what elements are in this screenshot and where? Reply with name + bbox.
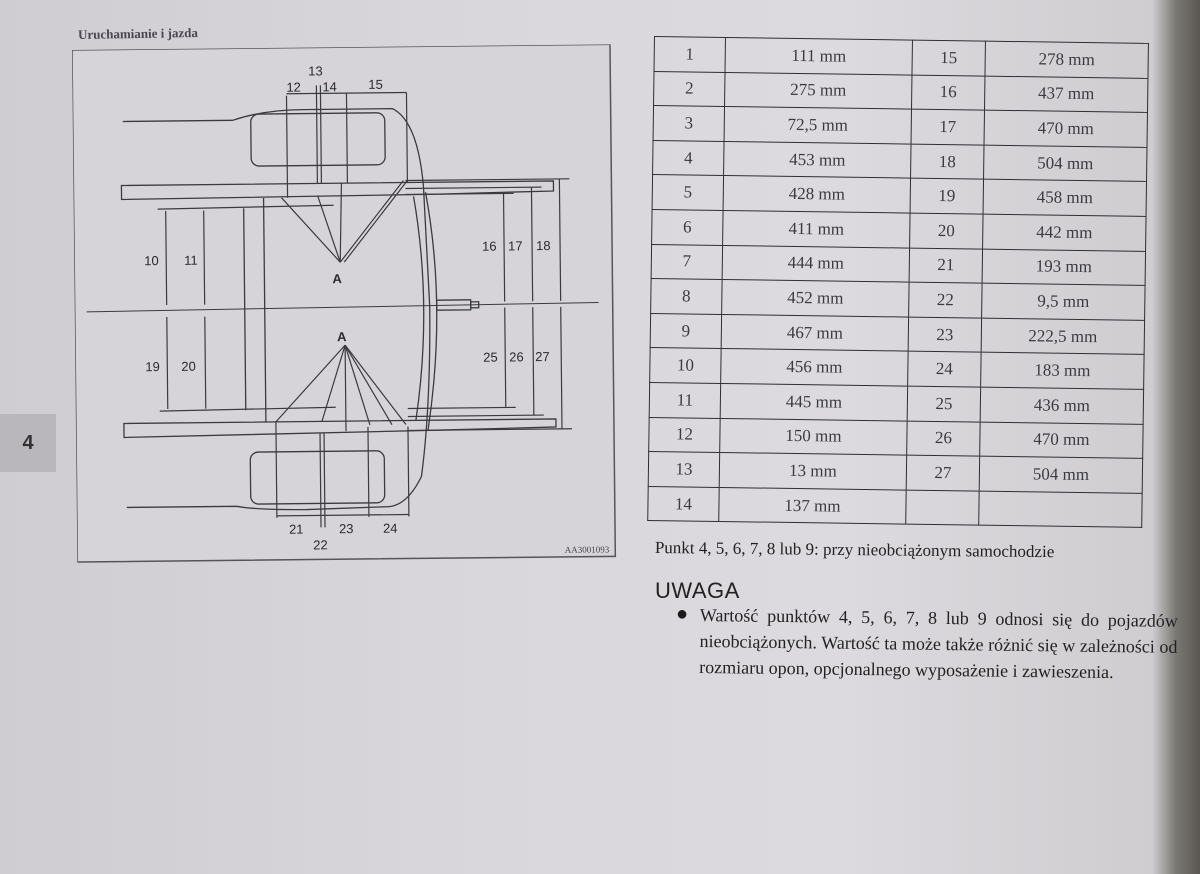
dim-number: 14 [648,486,719,522]
dim-number: 15 [912,40,985,76]
dim-number: 7 [651,244,722,280]
dim-label-22: 22 [313,537,328,553]
dim-number: 12 [649,417,720,453]
dim-value: 275 mm [725,72,912,109]
dim-value: 456 mm [721,349,908,386]
point-label-a-lower: A [336,329,347,345]
dim-number [906,490,979,526]
note-heading: UWAGA [655,578,740,603]
dim-value: 452 mm [722,280,909,317]
dim-label-12: 12 [286,79,301,95]
figure-frame [72,44,615,562]
dim-label-15: 15 [368,76,383,92]
diagram-svg [72,44,617,564]
dim-label-27: 27 [535,349,550,365]
dim-value: 470 mm [984,110,1147,147]
dim-number: 25 [907,386,980,422]
chapter-tab [0,414,56,472]
dim-value: 428 mm [723,176,910,213]
dim-value: 9,5 mm [982,283,1145,320]
dim-value: 467 mm [721,314,908,351]
dim-value: 150 mm [720,418,907,455]
dim-label-24: 24 [382,520,398,536]
dim-value: 437 mm [984,76,1147,113]
dim-number: 20 [910,213,983,249]
dimensions-table-body [648,37,1149,528]
dim-label-21: 21 [288,521,304,537]
dim-number: 3 [653,106,724,142]
dim-number: 27 [906,455,979,491]
dim-value [979,491,1142,528]
dim-value: 436 mm [980,387,1143,424]
dim-label-23: 23 [338,521,354,537]
dim-number: 4 [653,140,724,176]
dim-value: 137 mm [719,487,906,524]
bullet-icon: ● [676,603,689,625]
dim-label-14: 14 [322,79,337,95]
dim-label-11: 11 [184,252,198,268]
dim-number: 2 [654,71,725,107]
dim-number: 18 [911,144,984,180]
dim-number: 26 [907,421,980,457]
figure-code: AA3001093 [564,544,610,555]
dim-value: 458 mm [983,179,1146,216]
dim-value: 453 mm [724,141,911,178]
point-label-a-upper: A [332,271,342,287]
dim-number: 5 [652,175,723,211]
note-text: Wartość punktów 4, 5, 6, 7, 8 lub 9 odnosi się do pojazdów nieobciążonych. Wartość ta może także różnić się w zależności od rozmiaru opon, opcjonalnego wyposażenie i zawieszenia. [699,604,1178,683]
dim-number: 17 [911,109,984,145]
dim-value: 504 mm [979,456,1142,493]
dim-value: 444 mm [722,245,909,282]
towing-hook-diagram [72,44,617,564]
section-title: Uruchamianie i jazda [77,24,199,43]
dim-label-20: 20 [181,358,196,374]
dim-number: 13 [648,452,719,488]
dim-value: 442 mm [983,214,1146,251]
dim-value: 72,5 mm [724,107,911,144]
dim-number: 9 [650,313,721,349]
table-row [648,486,1142,527]
dim-value: 504 mm [984,145,1147,182]
dim-value: 193 mm [982,249,1145,286]
dim-number: 19 [910,178,983,214]
dim-label-13: 13 [308,63,323,79]
dim-value: 13 mm [719,453,906,490]
dim-value: 470 mm [980,422,1143,459]
dim-label-16: 16 [481,238,497,254]
dim-number: 24 [908,351,981,387]
dim-label-26: 26 [509,349,524,365]
dim-value: 278 mm [985,41,1148,78]
dim-label-19: 19 [145,359,160,375]
dimensions-table [647,36,1149,528]
dim-value: 445 mm [720,383,907,420]
dim-number: 21 [909,248,982,284]
dim-label-18: 18 [535,237,551,254]
dim-label-17: 17 [507,238,523,254]
dim-number: 23 [908,317,981,353]
dim-number: 8 [651,279,722,315]
dim-number: 22 [909,282,982,318]
dim-value: 183 mm [981,352,1144,389]
dim-number: 16 [912,75,985,111]
dim-number: 11 [649,382,720,418]
dim-value: 222,5 mm [981,318,1144,355]
dim-value: 111 mm [725,37,912,74]
dim-value: 411 mm [723,210,910,247]
dim-number: 6 [652,209,723,245]
dim-label-10: 10 [144,253,159,269]
dim-number: 10 [650,348,721,384]
dim-label-25: 25 [483,349,498,365]
table-caption: Punkt 4, 5, 6, 7, 8 lub 9: przy nieobciążonym samochodzie [654,538,1055,562]
dim-number: 1 [654,37,725,73]
chapter-tab-label: 4 [22,431,34,454]
